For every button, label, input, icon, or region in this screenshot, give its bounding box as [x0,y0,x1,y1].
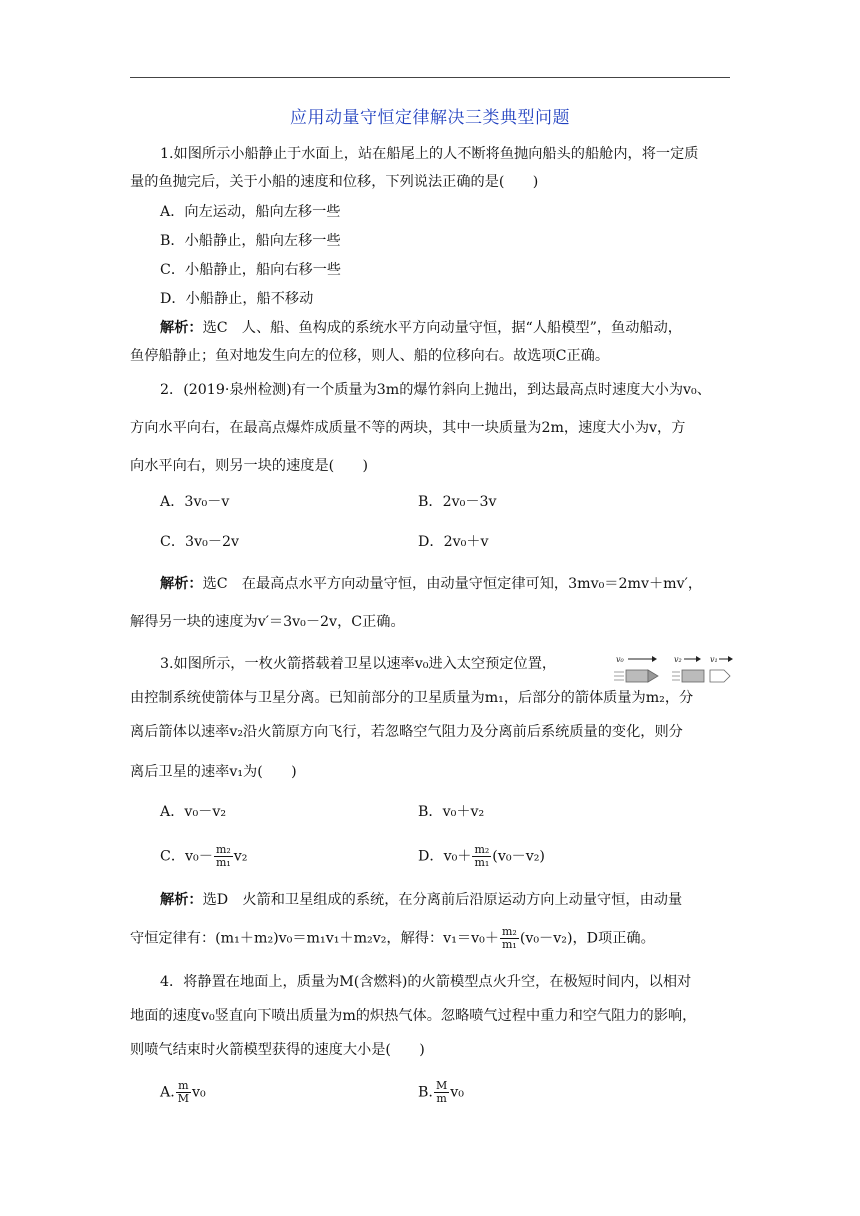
q2-analysis-text1: 选C 在最高点水平方向动量守恒，由动量守恒定律可知，3mv₀＝2mv＋mv′， [202,576,703,592]
figure-label-v2: v₂ [674,655,682,664]
q4-option-b [418,1080,464,1105]
q4-option-a-tail: v₀ [192,1084,206,1101]
q4-option-a-label: A. [160,1084,175,1101]
q1-analysis-line1 [160,318,682,338]
q1-option-c: C．小船静止，船向右移一些 [160,262,342,278]
page-title: 应用动量守恒定律解决三类典型问题 [290,108,570,128]
q1-line2: 量的鱼抛完后，关于小船的速度和位移，下列说法正确的是( ) [130,174,539,190]
q1-analysis-line2: 鱼停船静止；鱼对地发生向左的位移，则人、船的位移向右。故选项C正确。 [130,348,610,364]
figure-label-v1: v₁ [710,655,718,664]
figure-exhaust-left [614,672,624,680]
rocket-separation-figure [612,652,734,688]
q1-analysis-text1: 选C 人、船、鱼构成的系统水平方向动量守恒，据“人船模型”，鱼动船动， [202,320,682,336]
q1-line1: 1.如图所示小船静止于水面上，站在船尾上的人不断将鱼抛向船头的船舱内，将一定质 [160,146,699,162]
figure-rocket-body [626,670,648,682]
fraction-m2-over-m1 [472,844,491,869]
q4-option-a [160,1080,206,1105]
fraction-m-over-M [176,1080,191,1105]
q2-line1: 2．(2019·泉州检测)有一个质量为3m的爆竹斜向上抛出，到达最高点时速度大小为v₀、 [160,382,711,398]
q3-analysis-text2: 守恒定律有：(m₁＋m₂)v₀＝m₁v₁＋m₂v₂，解得：v₁＝v₀＋ [130,930,499,947]
q4-option-b-label: B. [418,1084,433,1101]
figure-rocket-nose [648,670,658,682]
q3-analysis-line2 [130,926,655,951]
q2-option-b: B．2v₀－3v [418,494,497,510]
q3-option-c-tail: v₂ [233,848,248,865]
fraction-numerator: m [176,1080,191,1093]
fraction-numerator: m₂ [501,925,517,938]
header-rule [130,77,730,78]
q3-line1: 3.如图所示，一枚火箭搭载着卫星以速率v₀进入太空预定位置， [160,656,557,672]
fraction-denominator: m₁ [215,856,231,869]
fraction-numerator: m₂ [215,843,231,856]
fraction-m2-over-m1 [500,926,519,951]
q2-analysis-line1 [160,574,702,594]
q3-option-c [160,844,247,869]
fraction-denominator: m₁ [474,856,490,869]
figure-arrowhead-v1 [728,656,733,662]
q3-line2: 由控制系统使箭体与卫星分离。已知前部分的卫星质量为m₁，后部分的箭体质量为m₂，分 [130,690,694,706]
q2-line3: 向水平向右，则另一块的速度是( ) [130,458,369,474]
q2-analysis-label: 解析： [160,576,203,592]
q3-option-c-text: C．v₀－ [160,848,213,865]
q3-option-d-text: D．v₀＋ [418,848,472,865]
q3-analysis-line1 [160,890,682,910]
q2-option-d: D．2v₀＋v [418,534,489,550]
figure-arrowhead-v2 [696,656,701,662]
figure-arrowhead-v0 [652,656,657,662]
q1-option-b: B．小船静止，船向左移一些 [160,233,341,249]
q4-line1: 4．将静置在地面上，质量为M(含燃料)的火箭模型点火升空，在极短时间内，以相对 [160,974,692,990]
figure-label-v0: v₀ [616,655,624,664]
fraction-denominator: m [436,1092,447,1105]
q1-option-a: A．向左运动，船向左移一些 [160,204,341,220]
fraction-m2-over-m1 [214,844,233,869]
q2-line2: 方向水平向右，在最高点爆炸成质量不等的两块，其中一块质量为2m，速度大小为v，方 [130,420,686,436]
fraction-M-over-m [434,1080,449,1105]
q1-analysis-label: 解析： [160,320,203,336]
q1-option-d: D．小船静止，船不移动 [160,291,314,307]
fraction-denominator: m₁ [501,938,517,951]
fraction-denominator: M [177,1092,190,1105]
q3-analysis-label: 解析： [160,892,203,908]
q4-line2: 地面的速度v₀竖直向下喷出质量为m的炽热气体。忽略喷气过程中重力和空气阻力的影响， [130,1008,697,1024]
q2-option-c: C．3v₀－2v [160,534,240,550]
q4-line3: 则喷气结束时火箭模型获得的速度大小是( ) [130,1042,425,1058]
figure-exhaust-right [672,672,680,680]
fraction-numerator: m₂ [474,843,490,856]
q3-option-b: B．v₀＋v₂ [418,804,485,820]
fraction-numerator: M [435,1079,448,1092]
q3-analysis-text1: 选D 火箭和卫星组成的系统，在分离前后沿原运动方向上动量守恒，由动量 [202,892,683,908]
figure-satellite [710,670,730,682]
q2-analysis-line2: 解得另一块的速度为v′＝3v₀－2v，C正确。 [130,614,405,630]
q4-option-b-tail: v₀ [450,1084,464,1101]
q3-option-d-tail: (v₀－v₂) [492,848,545,865]
q3-option-a: A．v₀－v₂ [160,804,227,820]
q3-line3: 离后箭体以速率v₂沿火箭原方向飞行，若忽略空气阻力及分离前后系统质量的变化，则分 [130,724,683,740]
figure-rocket-stage [682,670,704,682]
q3-line4: 离后卫星的速率v₁为( ) [130,764,297,780]
q2-option-a: A．3v₀－v [160,494,230,510]
q3-option-d [418,844,545,869]
q3-analysis-text2-tail: (v₀－v₂)，D项正确。 [519,930,655,947]
